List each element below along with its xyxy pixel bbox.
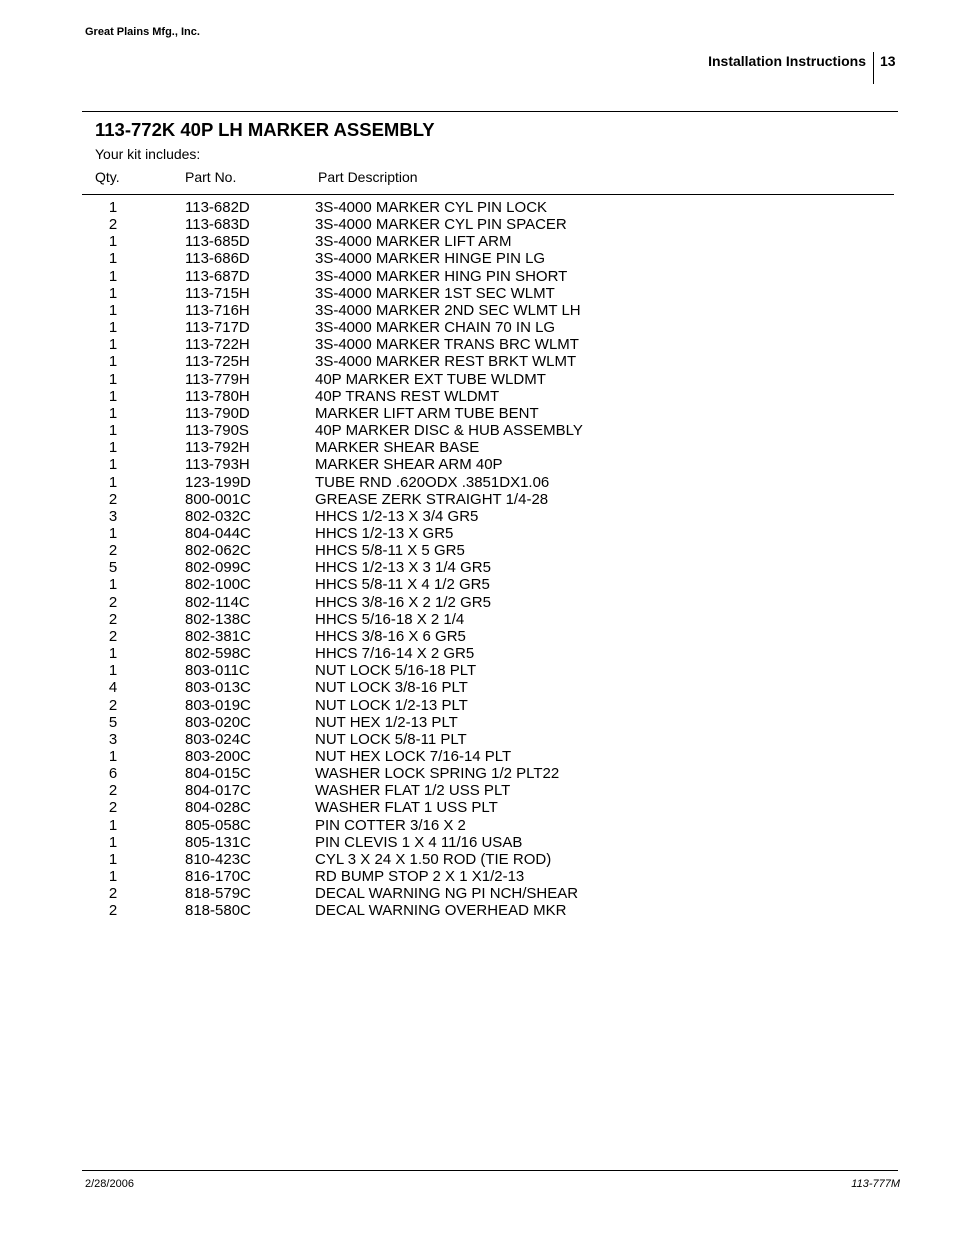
table-row: [0, 576, 954, 593]
table-row: [0, 851, 954, 868]
part-description: 3S-4000 MARKER CYL PIN LOCK: [315, 199, 548, 216]
part-qty: 1: [108, 473, 118, 491]
part-number: 113-682D: [185, 199, 250, 216]
table-row: [0, 714, 954, 731]
part-description: 3S-4000 MARKER TRANS BRC WLMT: [315, 336, 579, 354]
part-number: 113-717D: [185, 319, 250, 337]
part-qty: 1: [108, 319, 118, 337]
table-row: [0, 782, 954, 799]
part-number: 803-011C: [185, 662, 250, 680]
part-number: 805-058C: [185, 816, 251, 834]
part-description: HHCS 1/2-13 X 3/4 GR5: [315, 507, 479, 525]
part-number: 804-015C: [185, 765, 251, 783]
part-qty: 1: [108, 524, 118, 542]
table-row: [0, 474, 954, 491]
part-qty: 5: [108, 713, 118, 731]
part-qty: 1: [108, 336, 118, 354]
table-row: [0, 233, 954, 250]
part-description: 40P MARKER EXT TUBE WLDMT: [315, 370, 546, 388]
table-row: [0, 868, 954, 885]
part-qty: 2: [108, 490, 118, 508]
part-number: 113-685D: [185, 233, 250, 251]
table-row: [0, 611, 954, 628]
column-header-qty: Qty.: [95, 169, 120, 185]
table-row: [0, 268, 954, 285]
part-number: 804-044C: [185, 524, 251, 542]
part-qty: 2: [108, 542, 118, 560]
part-qty: 1: [108, 370, 118, 388]
part-description: MARKER SHEAR ARM 40P: [315, 456, 503, 474]
table-row: [0, 388, 954, 405]
part-qty: 3: [108, 507, 118, 525]
part-description: PIN CLEVIS 1 X 4 11/16 USAB: [315, 833, 523, 851]
part-qty: 1: [108, 833, 118, 851]
part-description: NUT LOCK 1/2-13 PLT: [315, 696, 468, 714]
table-row: [0, 456, 954, 473]
part-qty: 1: [108, 456, 118, 474]
part-description: MARKER SHEAR BASE: [315, 439, 480, 457]
part-number: 113-780H: [185, 387, 250, 405]
part-number: 113-793H: [185, 456, 250, 474]
table-row: [0, 250, 954, 267]
part-description: NUT HEX LOCK 7/16-14 PLT: [315, 748, 512, 765]
part-description: 3S-4000 MARKER CYL PIN SPACER: [315, 216, 567, 234]
table-row: [0, 594, 954, 611]
part-number: 113-725H: [185, 353, 250, 371]
table-row: [0, 817, 954, 834]
part-qty: 2: [108, 627, 118, 645]
table-row: [0, 542, 954, 559]
part-number: 802-100C: [185, 576, 251, 594]
part-description: HHCS 7/16-14 X 2 GR5: [315, 645, 475, 663]
part-number: 802-138C: [185, 610, 251, 628]
document-title: 113-772K 40P LH MARKER ASSEMBLY: [95, 119, 435, 140]
part-number: 802-598C: [185, 645, 251, 663]
part-description: 3S-4000 MARKER 1ST SEC WLMT: [315, 284, 555, 302]
part-description: HHCS 5/16-18 X 2 1/4: [315, 610, 465, 628]
part-number: 816-170C: [185, 868, 251, 886]
part-description: WASHER LOCK SPRING 1/2 PLT22: [315, 765, 560, 783]
footer-doc-number: 113-777M: [851, 1178, 900, 1190]
part-number: 803-013C: [185, 679, 251, 697]
part-number: 803-019C: [185, 696, 251, 714]
part-qty: 1: [108, 645, 118, 663]
part-description: NUT LOCK 5/8-11 PLT: [315, 730, 467, 748]
part-number: 113-716H: [185, 301, 250, 319]
part-description: 40P TRANS REST WLDMT: [315, 387, 500, 405]
part-description: HHCS 1/2-13 X 3 1/4 GR5: [315, 559, 491, 577]
part-number: 113-686D: [185, 250, 250, 268]
bottom-rule: [82, 1170, 898, 1171]
part-number: 113-687D: [185, 267, 250, 285]
part-number: 113-779H: [185, 370, 250, 388]
table-row: [0, 371, 954, 388]
part-description: NUT HEX 1/2-13 PLT: [315, 713, 458, 731]
part-number: 818-580C: [185, 902, 251, 920]
part-number: 802-062C: [185, 542, 251, 560]
part-qty: 2: [108, 902, 118, 920]
part-description: NUT LOCK 5/16-18 PLT: [315, 662, 477, 680]
part-qty: 1: [108, 816, 118, 834]
part-qty: 1: [108, 284, 118, 302]
part-number: 810-423C: [185, 850, 251, 868]
part-qty: 1: [108, 662, 118, 680]
top-rule: [82, 111, 898, 112]
table-row: [0, 508, 954, 525]
part-description: HHCS 1/2-13 X GR5: [315, 524, 454, 542]
table-row: [0, 902, 954, 919]
table-row: [0, 199, 954, 216]
part-qty: 2: [108, 216, 118, 234]
table-row: [0, 662, 954, 679]
part-description: 3S-4000 MARKER HINGE PIN LG: [315, 250, 546, 268]
part-qty: 1: [108, 868, 118, 886]
kit-intro: Your kit includes:: [95, 146, 201, 162]
table-row: [0, 439, 954, 456]
part-description: 3S-4000 MARKER HING PIN SHORT: [315, 267, 568, 285]
footer-date: 2/28/2006: [85, 1178, 134, 1190]
table-row: [0, 216, 954, 233]
part-qty: 2: [108, 696, 118, 714]
part-qty: 2: [108, 799, 118, 817]
part-qty: 1: [108, 199, 118, 216]
company-name: Great Plains Mfg., Inc.: [85, 26, 200, 38]
table-row: [0, 285, 954, 302]
part-description: HHCS 3/8-16 X 6 GR5: [315, 627, 466, 645]
part-qty: 2: [108, 782, 118, 800]
table-row: [0, 679, 954, 696]
part-description: 3S-4000 MARKER CHAIN 70 IN LG: [315, 319, 556, 337]
part-qty: 1: [108, 353, 118, 371]
table-row: [0, 628, 954, 645]
part-description: DECAL WARNING NG PI NCH/SHEAR: [315, 885, 579, 903]
part-description: 3S-4000 MARKER REST BRKT WLMT: [315, 353, 577, 371]
part-qty: 6: [108, 765, 118, 783]
part-number: 800-001C: [185, 490, 251, 508]
part-qty: 2: [108, 610, 118, 628]
part-number: 113-790D: [185, 404, 250, 422]
part-description: RD BUMP STOP 2 X 1 X1/2-13: [315, 868, 525, 886]
part-number: 803-200C: [185, 748, 251, 765]
part-qty: 1: [108, 301, 118, 319]
part-number: 802-099C: [185, 559, 251, 577]
table-row: [0, 748, 954, 765]
part-description: DECAL WARNING OVERHEAD MKR: [315, 902, 567, 920]
part-qty: 2: [108, 593, 118, 611]
part-number: 803-024C: [185, 730, 251, 748]
part-qty: 3: [108, 730, 118, 748]
table-row: [0, 319, 954, 336]
part-qty: 1: [108, 233, 118, 251]
part-description: WASHER FLAT 1 USS PLT: [315, 799, 498, 817]
table-row: [0, 559, 954, 576]
part-qty: 1: [108, 404, 118, 422]
table-row: [0, 422, 954, 439]
part-description: HHCS 5/8-11 X 5 GR5: [315, 542, 465, 560]
part-description: 3S-4000 MARKER 2ND SEC WLMT LH: [315, 301, 581, 319]
table-row: [0, 491, 954, 508]
part-number: 802-032C: [185, 507, 251, 525]
part-number: 805-131C: [185, 833, 251, 851]
section-title: Installation Instructions: [708, 53, 866, 69]
part-description: MARKER LIFT ARM TUBE BENT: [315, 404, 539, 422]
table-row: [0, 799, 954, 816]
part-description: PIN COTTER 3/16 X 2: [315, 816, 466, 834]
part-description: 3S-4000 MARKER LIFT ARM: [315, 233, 512, 251]
header-divider: [873, 52, 874, 84]
part-number: 803-020C: [185, 713, 251, 731]
table-row: [0, 336, 954, 353]
part-description: 40P MARKER DISC & HUB ASSEMBLY: [315, 422, 583, 440]
table-row: [0, 645, 954, 662]
part-number: 804-017C: [185, 782, 251, 800]
table-row: [0, 353, 954, 370]
part-number: 123-199D: [185, 473, 251, 491]
part-description: NUT LOCK 3/8-16 PLT: [315, 679, 468, 697]
header-rule: [82, 194, 894, 195]
part-description: WASHER FLAT 1/2 USS PLT: [315, 782, 511, 800]
part-qty: 1: [108, 576, 118, 594]
part-qty: 1: [108, 439, 118, 457]
part-description: HHCS 3/8-16 X 2 1/2 GR5: [315, 593, 491, 611]
part-number: 113-722H: [185, 336, 250, 354]
page-number: 13: [880, 53, 896, 69]
part-number: 802-381C: [185, 627, 251, 645]
part-qty: 1: [108, 748, 118, 765]
part-qty: 1: [108, 422, 118, 440]
table-row: [0, 765, 954, 782]
part-description: CYL 3 X 24 X 1.50 ROD (TIE ROD): [315, 850, 552, 868]
part-qty: 2: [108, 885, 118, 903]
part-number: 113-790S: [185, 422, 249, 440]
column-header-part-no: Part No.: [185, 169, 237, 185]
table-row: [0, 885, 954, 902]
part-qty: 1: [108, 850, 118, 868]
part-qty: 5: [108, 559, 118, 577]
part-qty: 1: [108, 387, 118, 405]
part-description: GREASE ZERK STRAIGHT 1/4-28: [315, 490, 549, 508]
part-number: 804-028C: [185, 799, 251, 817]
parts-list: [0, 199, 954, 920]
table-row: [0, 731, 954, 748]
part-qty: 1: [108, 267, 118, 285]
part-number: 113-792H: [185, 439, 250, 457]
part-number: 113-683D: [185, 216, 250, 234]
table-row: [0, 834, 954, 851]
part-qty: 4: [108, 679, 118, 697]
part-description: TUBE RND .620ODX .3851DX1.06: [315, 473, 550, 491]
part-number: 113-715H: [185, 284, 250, 302]
part-number: 818-579C: [185, 885, 251, 903]
part-qty: 1: [108, 250, 118, 268]
part-number: 802-114C: [185, 593, 250, 611]
table-row: [0, 405, 954, 422]
table-row: [0, 525, 954, 542]
column-header-description: Part Description: [318, 169, 418, 185]
table-row: [0, 697, 954, 714]
table-row: [0, 302, 954, 319]
part-description: HHCS 5/8-11 X 4 1/2 GR5: [315, 576, 490, 594]
